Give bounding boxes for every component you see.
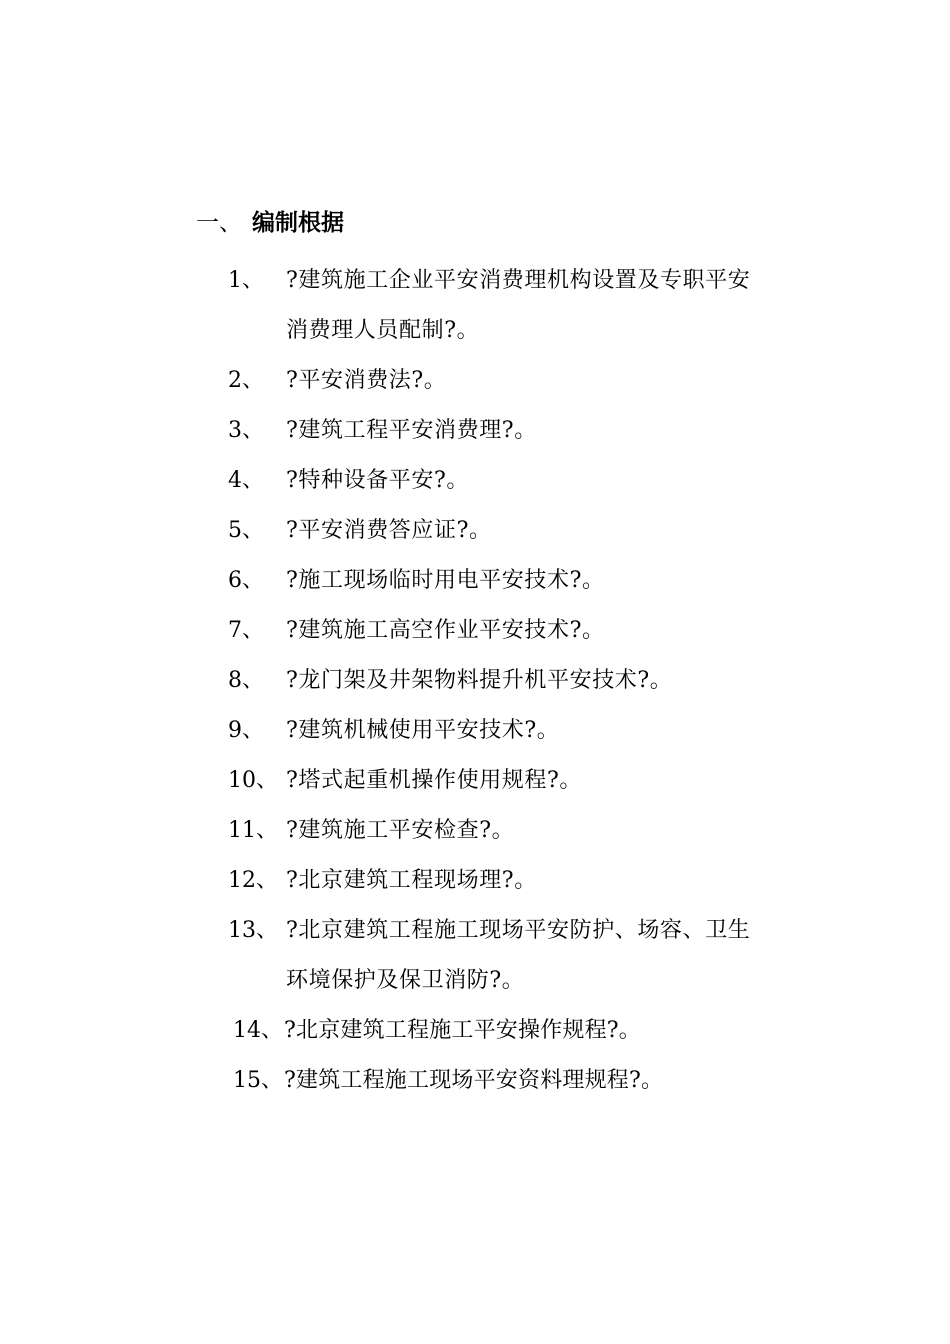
list-item (228, 906, 848, 1006)
item-number: 6、 (228, 568, 264, 593)
list-item (228, 706, 848, 756)
item-text: ?北京建筑工程施工现场平安防护、场容、卫生 (286, 918, 751, 943)
item-text: ?平安消费法?。 (286, 368, 447, 393)
item-number: 1、 (228, 268, 264, 293)
item-text: ?塔式起重机操作使用规程?。 (286, 768, 582, 793)
item-text: ?建筑工程施工现场平安资料理规程?。 (284, 1068, 664, 1093)
list-item (228, 1006, 848, 1056)
item-number: 3、 (228, 418, 264, 443)
item-text: ?建筑机械使用平安技术?。 (286, 718, 560, 743)
item-text-continued: 环境保护及保卫消防?。 (286, 968, 525, 993)
section-heading (196, 206, 344, 240)
list-item (228, 556, 848, 606)
item-number: 15、 (233, 1068, 283, 1093)
item-text: ?北京建筑工程现场理?。 (286, 868, 537, 893)
basis-list (228, 256, 848, 1106)
item-number: 4、 (228, 468, 264, 493)
item-text: ?建筑施工平安检查?。 (286, 818, 515, 843)
list-item (228, 406, 848, 456)
item-text: ?北京建筑工程施工平安操作规程?。 (284, 1018, 641, 1043)
list-item (228, 1056, 848, 1106)
item-number: 9、 (228, 718, 264, 743)
list-item (228, 756, 848, 806)
item-text: ?建筑施工企业平安消费理机构设置及专职平安 (286, 268, 751, 293)
item-number: 13、 (228, 918, 278, 943)
list-item (228, 606, 848, 656)
item-number: 5、 (228, 518, 264, 543)
item-text: ?建筑工程平安消费理?。 (286, 418, 537, 443)
item-number: 8、 (228, 668, 264, 693)
item-number: 2、 (228, 368, 264, 393)
section-title: 编制根据 (252, 210, 344, 236)
item-text: ?建筑施工高空作业平安技术?。 (286, 618, 605, 643)
list-item (228, 806, 848, 856)
item-number: 11、 (228, 818, 278, 843)
item-number: 7、 (228, 618, 264, 643)
item-number: 10、 (228, 768, 278, 793)
item-text: ?施工现场临时用电平安技术?。 (286, 568, 605, 593)
list-item (228, 656, 848, 706)
item-number: 12、 (228, 868, 278, 893)
list-item (228, 356, 848, 406)
list-item (228, 856, 848, 906)
item-text: ?平安消费答应证?。 (286, 518, 492, 543)
section-number: 一、 (196, 210, 242, 236)
item-text: ?龙门架及井架物料提升机平安技术?。 (286, 668, 673, 693)
item-text: ?特种设备平安?。 (286, 468, 469, 493)
item-number: 14、 (233, 1018, 283, 1043)
list-item (228, 456, 848, 506)
list-item (228, 506, 848, 556)
item-text-continued: 消费理人员配制?。 (286, 318, 480, 343)
list-item (228, 256, 848, 356)
